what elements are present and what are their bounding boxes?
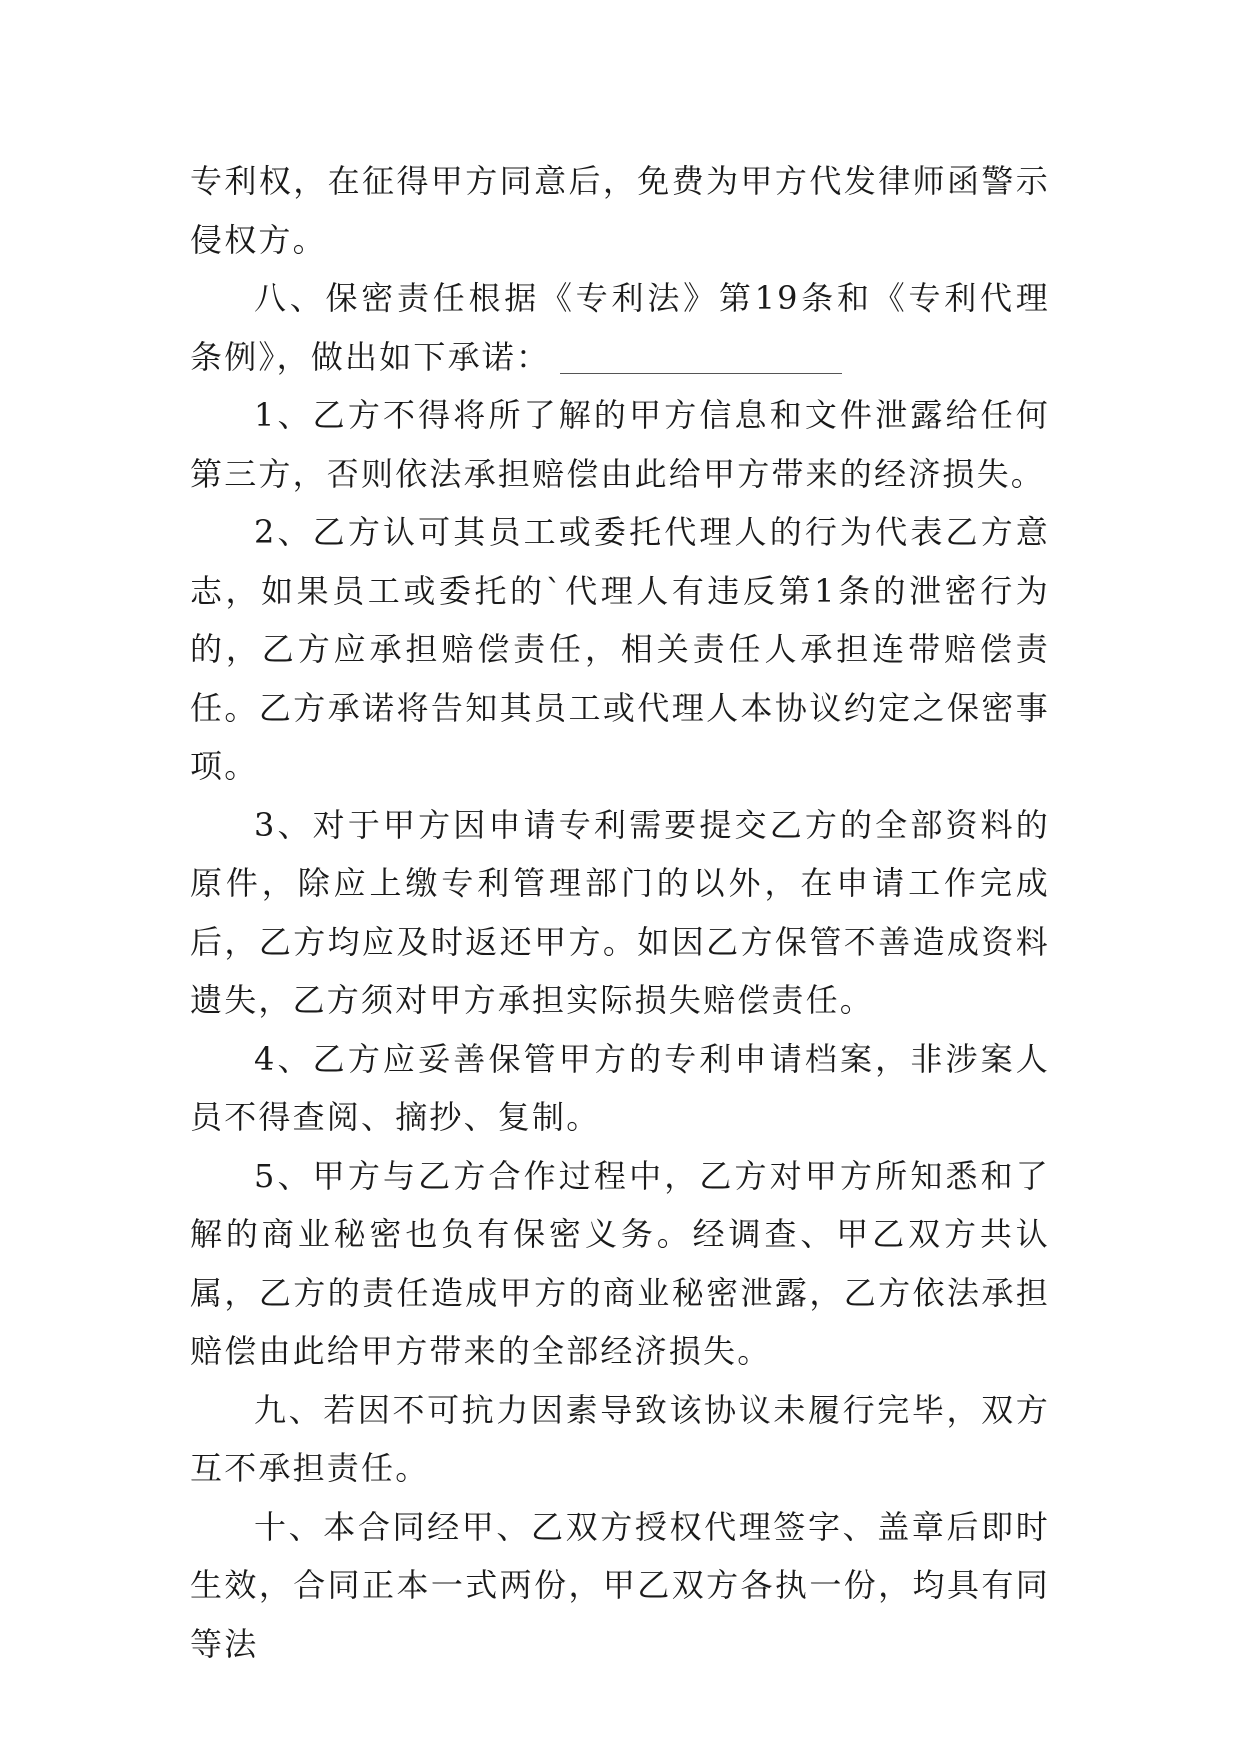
- paragraph-effectiveness-clause: 十、本合同经甲、乙双方授权代理签字、盖章后即时生效，合同正本一式两份，甲乙双方各执一份，均具有同等法: [190, 1507, 1050, 1663]
- paragraph-force-majeure-clause: 九、若因不可抗力因素导致该协议未履行完毕，双方互不承担责任。: [190, 1390, 1050, 1487]
- fill-in-blank-line: [560, 339, 842, 374]
- paragraph-item-2: 2、乙方认可其员工或委托代理人的行为代表乙方意志，如果员工或委托的`代理人有违反第1条的泄密行为的，乙方应承担赔偿责任，相关责任人承担连带赔偿责任。乙方承诺将告知其员工或代理人本协议约定之保密事项。: [190, 513, 1050, 785]
- paragraph-continuation: 专利权，在征得甲方同意后，免费为甲方代发律师函警示侵权方。: [190, 162, 1050, 259]
- paragraph-item-1: 1、乙方不得将所了解的甲方信息和文件泄露给任何第三方，否则依法承担赔偿由此给甲方带来的经济损失。: [190, 396, 1050, 493]
- paragraph-text: 八、保密责任根据《专利法》第19条和《专利代理条例》，做出如下承诺：: [190, 279, 1050, 376]
- paragraph-item-4: 4、乙方应妥善保管甲方的专利申请档案，非涉案人员不得查阅、摘抄、复制。: [190, 1039, 1050, 1136]
- paragraph-confidentiality-clause: [190, 269, 1050, 386]
- paragraph-item-3: 3、对于甲方因申请专利需要提交乙方的全部资料的原件，除应上缴专利管理部门的以外，在申请工作完成后，乙方均应及时返还甲方。如因乙方保管不善造成资料遗失，乙方须对甲方承担实际损失赔偿责任。: [190, 805, 1050, 1019]
- document-body: [190, 152, 1050, 1673]
- paragraph-item-5: 5、甲方与乙方合作过程中，乙方对甲方所知悉和了解的商业秘密也负有保密义务。经调查、甲乙双方共认属，乙方的责任造成甲方的商业秘密泄露，乙方依法承担赔偿由此给甲方带来的全部经济损失。: [190, 1156, 1050, 1370]
